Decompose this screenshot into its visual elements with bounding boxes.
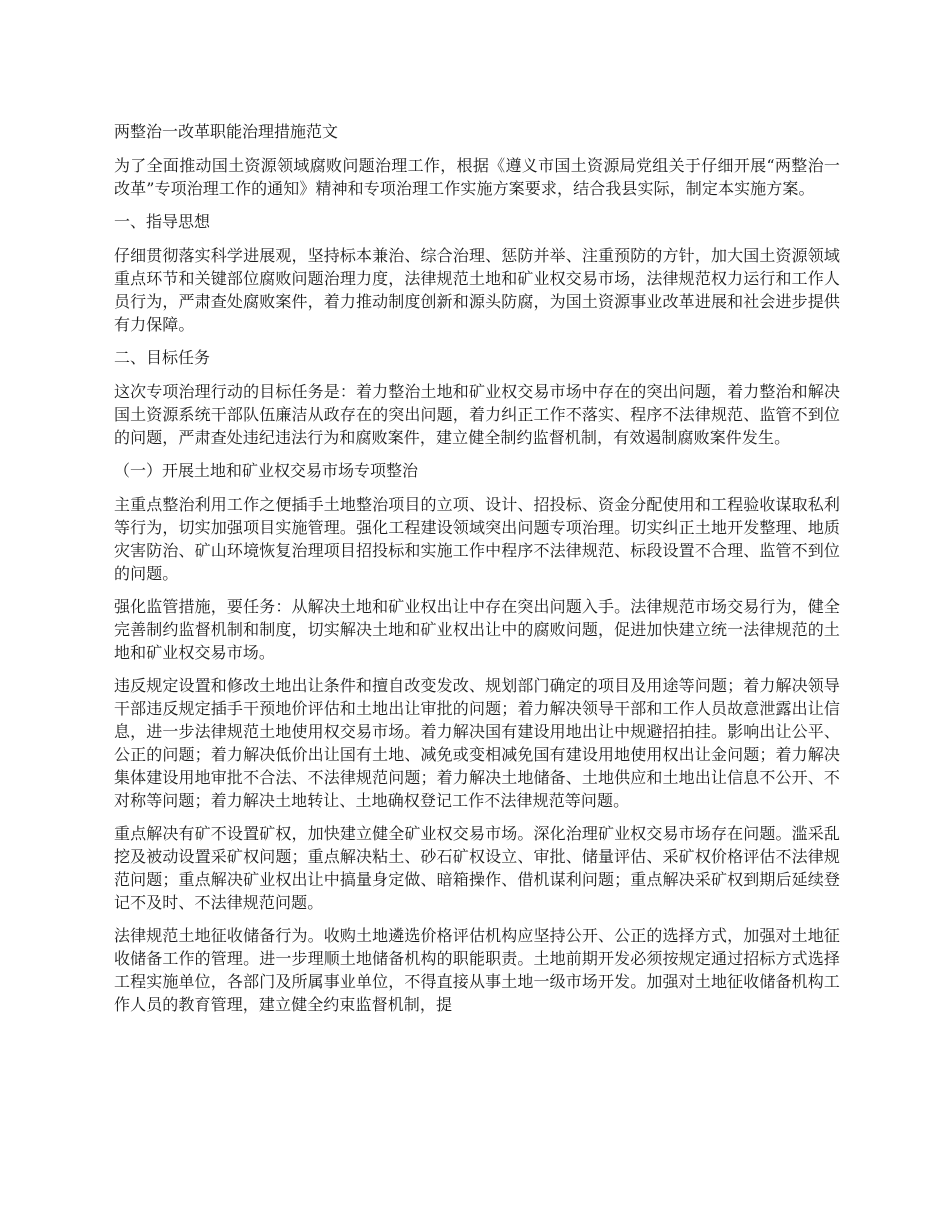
paragraph-supervision-measures: 强化监管措施，要任务：从解决土地和矿业权出让中存在突出问题入手。法律规范市场交易行为，健全完善制约监督机制和制度，切实解决土地和矿业权出让中的腐败问题，促进加快建立统一法律规范的土地和矿业权交易市场。 <box>114 597 840 662</box>
paragraph-land-transfer-issues: 违反规定设置和修改土地出让条件和擅自改变发改、规划部门确定的项目及用途等问题；着力解决领导干部违反规定插手干预地价评估和土地出让审批的问题；着力解决领导干部和工作人员故意泄露出让信息，进一步法律规范土地使用权交易市场。着力解决国有建设用地出让中规避招拍挂。影响出让公平、公正的问题；着力解决低价出让国有土地、减免或变相减免国有建设用地使用权出让金问题；着力解决集体建设用地审批不合法、不法律规范问题；着力解决土地储备、土地供应和土地出让信息不公开、不对称等问题；着力解决土地转让、土地确权登记工作不法律规范等问题。 <box>114 676 840 810</box>
paragraph-guiding-thought: 仔细贯彻落实科学进展观，坚持标本兼治、综合治理、惩防并举、注重预防的方针，加大国土资源领域重点环节和关键部位腐败问题治理力度，法律规范土地和矿业权交易市场，法律规范权力运行和工作人员行为，严肃查处腐败案件，着力推动制度创新和源头防腐，为国土资源事业改革进展和社会进步提供有力保障。 <box>114 246 840 334</box>
subsection-heading-market-rectification: （一）开展土地和矿业权交易市场专项整治 <box>114 461 419 480</box>
section-heading-goals: 二、目标任务 <box>114 348 211 367</box>
document-page <box>114 120 840 1026</box>
paragraph-mining-rights: 重点解决有矿不设置矿权，加快建立健全矿业权交易市场。深化治理矿业权交易市场存在问题。滥采乱挖及被动设置采矿权问题；重点解决粘土、砂石矿权设立、审批、储量评估、采矿权价格评估不法律规范问题；重点解决矿业权出让中搞量身定做、暗箱操作、借机谋利问题；重点解决采矿权到期后延续登记不及时、不法律规范问题。 <box>114 824 840 912</box>
document-title: 两整治一改革职能治理措施范文 <box>114 122 339 141</box>
paragraph-intro: 为了全面推动国土资源领域腐败问题治理工作，根据《遵义市国土资源局党组关于仔细开展“两整治一改革”专项治理工作的通知》精神和专项治理工作实施方案要求，结合我县实际，制定本实施方案。 <box>114 156 840 198</box>
section-heading-guiding-thought: 一、指导思想 <box>114 212 211 231</box>
paragraph-key-rectification: 主重点整治利用工作之便插手土地整治项目的立项、设计、招投标、资金分配使用和工程验收谋取私利等行为，切实加强项目实施管理。强化工程建设领域突出问题专项治理。切实纠正土地开发整理、地质灾害防治、矿山环境恢复治理项目招投标和实施工作中程序不法律规范、标段设置不合理、监管不到位的问题。 <box>114 495 840 583</box>
paragraph-goals: 这次专项治理行动的目标任务是：着力整治土地和矿业权交易市场中存在的突出问题，着力整治和解决国土资源系统干部队伍廉洁从政存在的突出问题，着力纠正工作不落实、程序不法律规范、监管不到位的问题，严肃查处违纪违法行为和腐败案件，建立健全制约监督机制，有效遏制腐败案件发生。 <box>114 382 840 447</box>
paragraph-land-acquisition: 法律规范土地征收储备行为。收购土地遴选价格评估机构应坚持公开、公正的选择方式，加强对土地征收储备工作的管理。进一步理顺土地储备机构的职能职责。土地前期开发必须按规定通过招标方式选择工程实施单位，各部门及所属事业单位，不得直接从事土地一级市场开发。加强对土地征收储备机构工作人员的教育管理，建立健全约束监督机制，提 <box>114 926 840 1014</box>
